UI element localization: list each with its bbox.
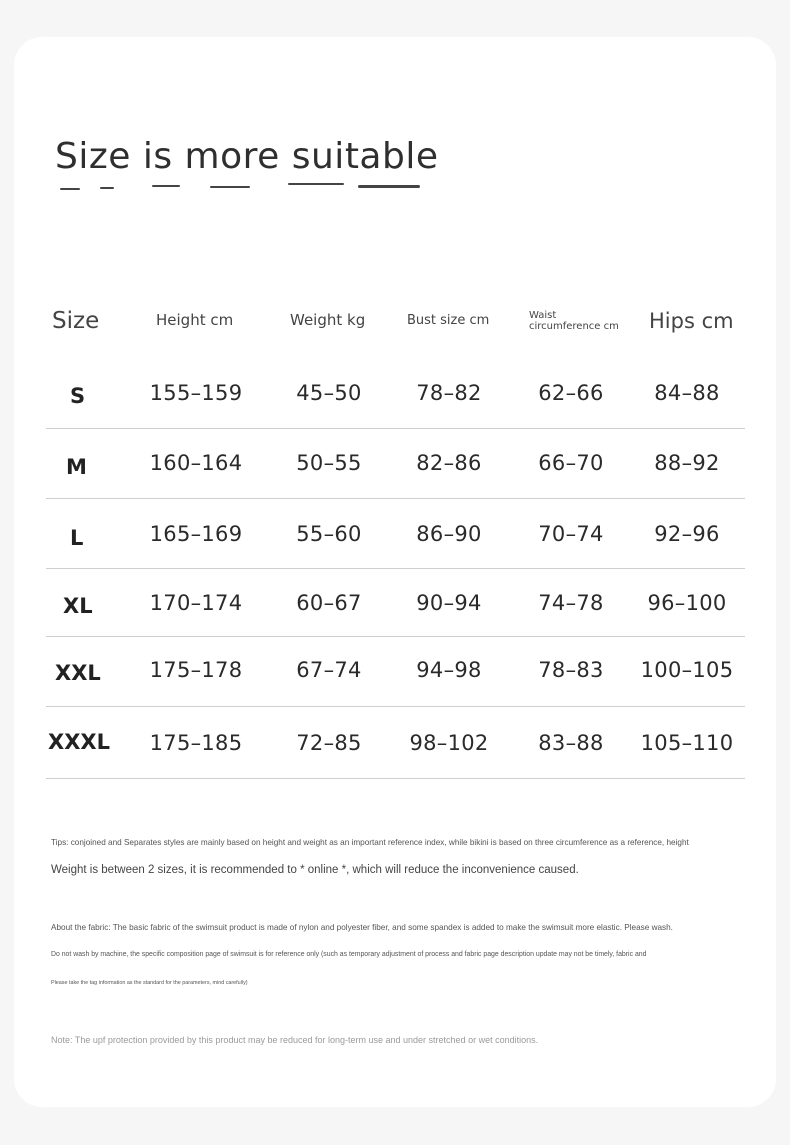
height-value: 160–164 bbox=[149, 451, 243, 475]
height-value: 165–169 bbox=[149, 522, 243, 546]
page-title: Size is more suitable bbox=[55, 136, 439, 177]
table-row bbox=[46, 707, 745, 779]
row-divider bbox=[46, 778, 745, 779]
size-label: M bbox=[66, 455, 87, 479]
fabric-note-3: Please take the tag information as the standard for the parameters, mind carefully) bbox=[51, 980, 248, 986]
waist-value: 70–74 bbox=[538, 522, 604, 546]
bust-value: 90–94 bbox=[416, 591, 482, 615]
size-label: XL bbox=[63, 594, 93, 618]
header-bust: Bust size cm bbox=[407, 313, 490, 328]
hips-value: 100–105 bbox=[640, 658, 734, 682]
hips-value: 105–110 bbox=[640, 731, 734, 755]
waist-value: 66–70 bbox=[538, 451, 604, 475]
header-waist bbox=[529, 310, 619, 332]
size-label: XXXL bbox=[48, 730, 110, 754]
header-waist-line2: circumference cm bbox=[529, 321, 619, 332]
tips-note: Tips: conjoined and Separates styles are mainly based on height and weight as an important reference index, while bikini is based on three circumference as a reference, height bbox=[51, 838, 689, 847]
bust-value: 98–102 bbox=[409, 731, 489, 755]
size-label: XXL bbox=[55, 661, 101, 685]
table-row bbox=[46, 637, 745, 707]
hips-value: 84–88 bbox=[654, 381, 720, 405]
header-size: Size bbox=[52, 308, 100, 334]
hips-value: 88–92 bbox=[654, 451, 720, 475]
weight-value: 60–67 bbox=[296, 591, 362, 615]
size-label: L bbox=[70, 526, 84, 550]
height-value: 155–159 bbox=[149, 381, 243, 405]
weight-value: 72–85 bbox=[296, 731, 362, 755]
table-row bbox=[46, 358, 745, 429]
bust-value: 82–86 bbox=[416, 451, 482, 475]
height-value: 170–174 bbox=[149, 591, 243, 615]
header-waist-line1: Waist bbox=[529, 310, 557, 321]
weight-value: 55–60 bbox=[296, 522, 362, 546]
weight-value: 67–74 bbox=[296, 658, 362, 682]
fabric-note-2: Do not wash by machine, the specific composition page of swimsuit is for reference only (such as temporary adjustment of process and fabric page description update may not be timely, fabric and bbox=[51, 951, 647, 958]
bust-value: 86–90 bbox=[416, 522, 482, 546]
table-row bbox=[46, 569, 745, 637]
height-value: 175–185 bbox=[149, 731, 243, 755]
size-label: S bbox=[70, 384, 86, 408]
header-height: Height cm bbox=[156, 311, 234, 329]
weight-note: Weight is between 2 sizes, it is recommended to * online *, which will reduce the inconvenience caused. bbox=[51, 864, 579, 876]
waist-value: 83–88 bbox=[538, 731, 604, 755]
weight-value: 50–55 bbox=[296, 451, 362, 475]
bust-value: 94–98 bbox=[416, 658, 482, 682]
header-weight: Weight kg bbox=[290, 311, 366, 329]
fabric-note-1: About the fabric: The basic fabric of the swimsuit product is made of nylon and polyester fiber, and some spandex is added to make the swimsuit more elastic. Please wash. bbox=[51, 923, 673, 932]
header-hips: Hips cm bbox=[649, 309, 734, 333]
hips-value: 92–96 bbox=[654, 522, 720, 546]
table-row bbox=[46, 429, 745, 499]
title-reflection-decoration bbox=[60, 176, 420, 192]
bust-value: 78–82 bbox=[416, 381, 482, 405]
upf-note: Note: The upf protection provided by this product may be reduced for long-term use and under stretched or wet conditions. bbox=[51, 1035, 539, 1045]
table-row bbox=[46, 499, 745, 569]
height-value: 175–178 bbox=[149, 658, 243, 682]
waist-value: 78–83 bbox=[538, 658, 604, 682]
hips-value: 96–100 bbox=[647, 591, 727, 615]
weight-value: 45–50 bbox=[296, 381, 362, 405]
waist-value: 62–66 bbox=[538, 381, 604, 405]
waist-value: 74–78 bbox=[538, 591, 604, 615]
